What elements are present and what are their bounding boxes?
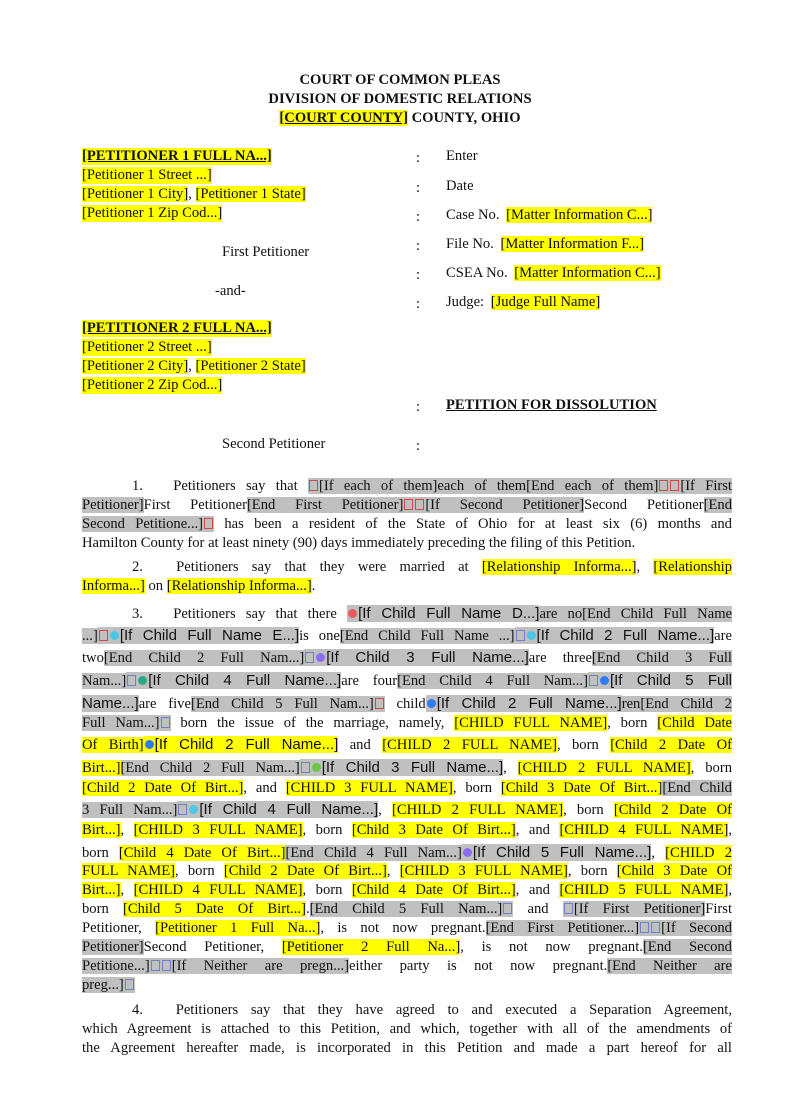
para3-text: are five [138, 696, 191, 712]
condition-dot-icon [527, 631, 536, 640]
cond-field[interactable]: [End Neither are [607, 958, 732, 974]
field-marker-icon [564, 903, 573, 914]
child-dob-field[interactable]: Birt...] [82, 760, 121, 776]
cond-field[interactable] [502, 901, 513, 917]
petitioner1-state[interactable]: [Petitioner 1 State] [195, 186, 306, 202]
colon: : [416, 438, 421, 454]
child-dob-field[interactable]: [Child 4 Date Of Birt...] [351, 882, 516, 898]
para3-line3 [82, 649, 732, 667]
field-marker-icon [651, 922, 660, 933]
case-number-field[interactable]: [Matter Information C...] [506, 207, 653, 223]
para3-text: , born [607, 715, 658, 731]
para3-text: , born [302, 882, 352, 898]
condition-dot-icon [348, 609, 357, 618]
para3-text: , [120, 882, 134, 898]
petitioner1-name[interactable]: [PETITIONER 1 FULL NA...] [82, 148, 272, 164]
field-marker-icon [204, 518, 213, 529]
cond-field[interactable]: [If Neither are pregn...] [150, 958, 349, 974]
county-suffix: COUNTY, OHIO [407, 110, 521, 126]
para3-text: , [728, 822, 732, 838]
child-name-field[interactable]: [CHILD FULL NAME] [454, 715, 608, 731]
para3-text: , and [515, 882, 560, 898]
child-dob-field[interactable]: [Child 2 Date Of [610, 737, 732, 753]
para3-line6 [82, 715, 732, 732]
colon: : [416, 296, 421, 312]
condition-dot-icon [600, 676, 609, 685]
para3-text: , born [690, 760, 732, 776]
para4-text: Petitioners say that they have agreed to and executed a Separation Agreement, [175, 1002, 732, 1018]
court-title: COURT OF COMMON PLEAS [299, 72, 501, 88]
para3-text: child [384, 696, 426, 712]
cond-field[interactable]: [End Child 3 Full [591, 650, 732, 666]
cond-field[interactable]: ...] [82, 628, 98, 644]
para3-text: , is not now pregnant. [460, 939, 643, 955]
child-dob-field[interactable]: Of Birth] [82, 737, 144, 753]
child-dob-field[interactable]: [Child 3 Date Of Birt...] [351, 822, 516, 838]
cond-field[interactable]: Petitione...] [82, 958, 150, 974]
field-marker-icon [659, 480, 668, 491]
cond-field[interactable]: [End Child 2 Full Nam...] [103, 650, 305, 666]
para3-text: , [386, 863, 400, 879]
para3-line4 [82, 672, 732, 690]
condition-dot-icon [110, 631, 119, 640]
cond-field[interactable]: [If Child 4 Full Name...] [126, 672, 341, 689]
para3-text: two [82, 650, 104, 666]
cond-field[interactable]: [If Second Petitioner] [403, 497, 584, 513]
cond-field[interactable]: [If Child 4 Full Name...] [177, 801, 378, 818]
cond-field[interactable]: [End Child 2 [640, 696, 732, 712]
child-name-field[interactable]: [CHILD 4 FULL NAME] [559, 822, 729, 838]
colon: : [416, 399, 421, 415]
cond-field[interactable]: [If Second [639, 920, 732, 936]
cond-field[interactable]: [End First Petitioner] [246, 497, 404, 513]
petitioner1-city[interactable]: [Petitioner 1 City] [82, 186, 189, 202]
cond-field[interactable]: [End Child 5 Full Nam...] [190, 696, 374, 712]
county-line [0, 110, 800, 127]
field-marker-icon [516, 630, 525, 641]
colon: : [416, 267, 421, 283]
relationship-field[interactable]: [Relationship [653, 559, 732, 575]
case-number-label: Case No. [446, 207, 500, 223]
cond-field[interactable]: [End Child 4 Full Nam...] [397, 673, 588, 689]
para1-text: First Petitioner [143, 497, 247, 513]
judge-row [446, 294, 600, 311]
child-dob-field[interactable]: [Child 2 Date Of [613, 802, 732, 818]
petitioner2-city[interactable]: [Petitioner 2 City] [82, 358, 189, 374]
para3-line10 [82, 801, 732, 819]
para2-text: on [144, 578, 167, 594]
para3-text: , born [556, 737, 611, 753]
para3-text: is one [299, 628, 340, 644]
cond-field[interactable]: [If Child 2 Full Name...] [515, 627, 715, 644]
cond-field[interactable]: [If First [658, 478, 732, 494]
para3-text: , [503, 760, 518, 776]
colon: : [416, 209, 421, 225]
relationship-field[interactable]: Informa...] [82, 578, 145, 594]
para1-line1 [82, 478, 732, 495]
para3-line1 [82, 605, 732, 623]
first-petitioner-label: First Petitioner [222, 244, 310, 260]
petitioner2-street[interactable]: [Petitioner 2 Street ...] [82, 339, 212, 355]
child-name-field[interactable]: [CHILD 2 [665, 845, 732, 861]
field-marker-icon [309, 480, 318, 491]
child-name-field[interactable]: [CHILD 3 FULL NAME] [133, 822, 303, 838]
para3-line18 [82, 958, 732, 975]
relationship-field[interactable]: [Relationship Informa...] [166, 578, 312, 594]
cond-field[interactable]: [If Child 3 Full Name...] [300, 759, 503, 776]
para3-text: Petitioner, [82, 920, 156, 936]
cond-field[interactable]: [If Child Full Name D...] [347, 605, 539, 622]
para3-text: born the issue of the marriage, namely, [170, 715, 455, 731]
cond-field[interactable]: [End each of them] [526, 478, 659, 494]
cond-field[interactable]: [If Child Full Name E...] [98, 627, 299, 644]
field-marker-icon [151, 960, 160, 971]
child-dob-field[interactable]: [Child 2 Date Of Birt...] [82, 780, 244, 796]
para4-line2: which Agreement is attached to this Petition, and which, together with all of the amendments of [82, 1021, 732, 1037]
para3-text: either party is not now pregnant. [349, 958, 608, 974]
field-marker-icon [125, 979, 134, 990]
child-name-field[interactable]: [CHILD 2 FULL NAME] [517, 760, 691, 776]
and-label: -and- [215, 283, 246, 299]
child-name-field[interactable]: [CHILD 2 FULL NAME] [391, 802, 564, 818]
cond-field[interactable]: [End Child Full Name [582, 606, 733, 622]
para1-number: 1. [132, 478, 143, 494]
para3-line11 [82, 822, 732, 839]
csea-number-row [446, 265, 661, 282]
para2-number: 2. [132, 559, 143, 575]
para3-text: , and [243, 780, 286, 796]
condition-dot-icon [427, 699, 436, 708]
judge-label: Judge: [446, 294, 485, 310]
condition-dot-icon [316, 653, 325, 662]
cond-field[interactable]: [If Child 5 Full Name...] [462, 844, 652, 861]
child-name-field[interactable]: FULL NAME] [82, 863, 175, 879]
division-title: DIVISION OF DOMESTIC RELATIONS [268, 91, 532, 107]
cond-field[interactable]: [End First Petitioner...] [485, 920, 640, 936]
cond-field[interactable]: preg...] [82, 977, 124, 993]
para1-line2 [82, 497, 732, 514]
file-number-label: File No. [446, 236, 494, 252]
cond-field[interactable] [160, 715, 171, 731]
enter-label: Enter [446, 148, 478, 164]
child-dob-field[interactable]: [Child 5 Date Of Birt...] [122, 901, 306, 917]
para2-line1 [82, 559, 732, 576]
cond-field[interactable] [124, 977, 135, 993]
para3-text: , [378, 802, 392, 818]
cond-field[interactable]: [End Child 4 Full Nam...] [285, 845, 462, 861]
field-marker-icon [589, 675, 598, 686]
date-label: Date [446, 178, 474, 194]
para3-line17 [82, 939, 732, 956]
para3-text: First [705, 901, 732, 917]
child-dob-field[interactable]: [Child 2 Date Of Birt...] [223, 863, 387, 879]
cond-field[interactable]: Second Petitione...] [82, 516, 203, 532]
para3-line15 [82, 901, 732, 918]
para3-line19 [82, 977, 732, 994]
para3-line8 [82, 759, 732, 777]
para3-text: are [714, 628, 732, 644]
para3-text: . [305, 901, 310, 917]
petitioner2-city-state: [Petitioner 2 City], [Petitioner 2 State] [82, 358, 306, 374]
petitioner-name-field[interactable]: [Petitioner 2 Full Na...] [281, 939, 461, 955]
para2-line2 [82, 578, 732, 595]
para3-text: are three [528, 650, 592, 666]
para4-line1 [82, 1002, 732, 1019]
para3-line13 [82, 863, 732, 880]
second-petitioner-label: Second Petitioner [222, 436, 326, 452]
para3-text: born [82, 901, 123, 917]
child-name-field[interactable]: [CHILD 3 FULL NAME] [399, 863, 568, 879]
para2-text: Petitioners say that they were married at [176, 559, 469, 575]
para3-text: , born [175, 863, 224, 879]
para4-number: 4. [132, 1002, 143, 1018]
para1-text: Petitioners say that [173, 478, 298, 494]
para1-line3 [82, 516, 732, 533]
para3-text: , born [302, 822, 352, 838]
para3-text: Second Petitioner, [143, 939, 282, 955]
judge-field[interactable]: [Judge Full Name] [490, 294, 601, 310]
para1-line4: Hamilton County for at least ninety (90) days immediately preceding the filing of this Petition. [82, 535, 636, 551]
child-dob-field[interactable]: [Child Date [657, 715, 732, 731]
child-dob-field[interactable]: Birt...] [82, 822, 121, 838]
para1-text: Second Petitioner [584, 497, 704, 513]
para1-text: has been a resident of the State of Ohio for at least six (6) months and [224, 516, 732, 532]
field-marker-icon [503, 903, 512, 914]
petitioner1-city-state: [Petitioner 1 City], [Petitioner 1 State] [82, 186, 306, 202]
cond-field[interactable]: Full Nam...] [82, 715, 160, 731]
petitioner-name-field[interactable]: [Petitioner 1 Full Na...] [155, 920, 321, 936]
para3-text: are four [341, 673, 398, 689]
field-marker-icon [301, 762, 310, 773]
file-number-field[interactable]: [Matter Information F...] [500, 236, 645, 252]
para3-text: and [338, 737, 383, 753]
condition-dot-icon [463, 848, 472, 857]
child-name-field[interactable]: [CHILD 3 FULL NAME] [285, 780, 453, 796]
condition-dot-icon [138, 676, 147, 685]
relationship-field[interactable]: [Relationship Informa...] [481, 559, 637, 575]
cond-field[interactable]: [If Child 3 Full Name...] [304, 649, 529, 666]
cond-field[interactable]: [If Child 2 Full Name...] [426, 695, 622, 712]
para3-line9 [82, 780, 732, 797]
cond-text[interactable]: each of them [437, 478, 527, 494]
para3-line2 [82, 627, 732, 645]
cond-field[interactable] [374, 696, 385, 712]
field-marker-icon [404, 499, 413, 510]
cond-field[interactable] [203, 516, 214, 532]
para3-number: 3. [132, 606, 143, 622]
child-name-field[interactable]: [CHILD 2 FULL NAME] [382, 737, 557, 753]
file-number-row [446, 236, 644, 253]
field-marker-icon [375, 698, 384, 709]
csea-number-field[interactable]: [Matter Information C...] [514, 265, 661, 281]
court-county-field[interactable]: [COURT COUNTY] [279, 110, 408, 126]
petition-title: PETITION FOR DISSOLUTION [446, 397, 657, 413]
petitioner1-zip[interactable]: [Petitioner 1 Zip Cod...] [82, 205, 223, 221]
field-marker-icon [162, 960, 171, 971]
para3-line12 [82, 844, 732, 862]
field-marker-icon [99, 630, 108, 641]
cond-field[interactable]: [If Child 5 Full [588, 672, 732, 689]
para3-line7 [82, 736, 732, 754]
cond-field[interactable]: 3 Full Nam...] [82, 802, 178, 818]
cond-field[interactable]: Petitioner] [82, 497, 144, 513]
condition-dot-icon [145, 740, 154, 749]
para2-text: . [311, 578, 316, 594]
field-marker-icon [415, 499, 424, 510]
cond-field[interactable]: [End Child Full Name ...] [339, 628, 515, 644]
field-marker-icon [640, 922, 649, 933]
petitioner2-zip[interactable]: [Petitioner 2 Zip Cod...] [82, 377, 223, 393]
cond-field[interactable]: Petitioner] [82, 939, 144, 955]
cond-field[interactable]: [If Child 2 Full Name...] [144, 736, 339, 753]
petitioner2-name[interactable]: [PETITIONER 2 FULL NA...] [82, 320, 272, 336]
child-name-field[interactable]: [CHILD 4 FULL NAME] [133, 882, 303, 898]
cond-text[interactable]: ren [621, 696, 641, 712]
cond-text[interactable]: are no [539, 606, 583, 622]
csea-number-label: CSEA No. [446, 265, 508, 281]
petitioner1-street[interactable]: [Petitioner 1 Street ...] [82, 167, 212, 183]
para3-text: , born [567, 863, 617, 879]
child-dob-field[interactable]: [Child 4 Date Of Birt...] [118, 845, 286, 861]
child-dob-field[interactable]: Birt...] [82, 882, 121, 898]
child-dob-field[interactable]: [Child 3 Date Of [616, 863, 732, 879]
colon: : [416, 238, 421, 254]
cond-field[interactable]: [If First Petitioner] [563, 901, 705, 917]
para4-line3: the Agreement hereafter made, is incorporated in this Petition and made a part hereof for all [82, 1040, 732, 1056]
cond-field[interactable]: [End Second [642, 939, 732, 955]
field-marker-icon [670, 480, 679, 491]
colon: : [416, 180, 421, 196]
para3-line16 [82, 920, 732, 937]
cond-field[interactable]: [If each of them] [308, 478, 437, 494]
child-name-field[interactable]: [CHILD 5 FULL NAME] [559, 882, 729, 898]
cond-field[interactable]: [End Child 2 Full Nam...] [120, 760, 300, 776]
para3-text: , is not now pregnant. [320, 920, 486, 936]
para3-text: born [82, 845, 119, 861]
condition-dot-icon [312, 763, 321, 772]
para3-text: , and [515, 822, 560, 838]
para2-text: , [636, 559, 641, 575]
para3-text: Petitioners say that there [173, 606, 337, 622]
para3-text: , [651, 845, 666, 861]
para3-text: , born [452, 780, 501, 796]
cond-field[interactable]: Nam...] [82, 673, 127, 689]
child-dob-field[interactable]: [Child 3 Date Of Birt...] [500, 780, 663, 796]
para3-line14 [82, 882, 732, 899]
field-marker-icon [178, 804, 187, 815]
cond-field[interactable]: [End Child 5 Full Nam...] [309, 901, 503, 917]
petitioner2-state[interactable]: [Petitioner 2 State] [195, 358, 306, 374]
field-marker-icon [127, 675, 136, 686]
para3-text: , born [563, 802, 614, 818]
cond-field[interactable]: [End Child [662, 780, 732, 796]
cond-field[interactable]: [End [703, 497, 732, 513]
field-marker-icon [161, 717, 170, 728]
case-number-row [446, 207, 652, 224]
para3-line5 [82, 695, 732, 713]
cond-field[interactable]: Name...] [82, 695, 139, 712]
para3-text: , [120, 822, 134, 838]
condition-dot-icon [189, 805, 198, 814]
para3-text: and [513, 901, 563, 917]
colon: : [416, 150, 421, 166]
para3-text: , [728, 882, 732, 898]
field-marker-icon [305, 652, 314, 663]
